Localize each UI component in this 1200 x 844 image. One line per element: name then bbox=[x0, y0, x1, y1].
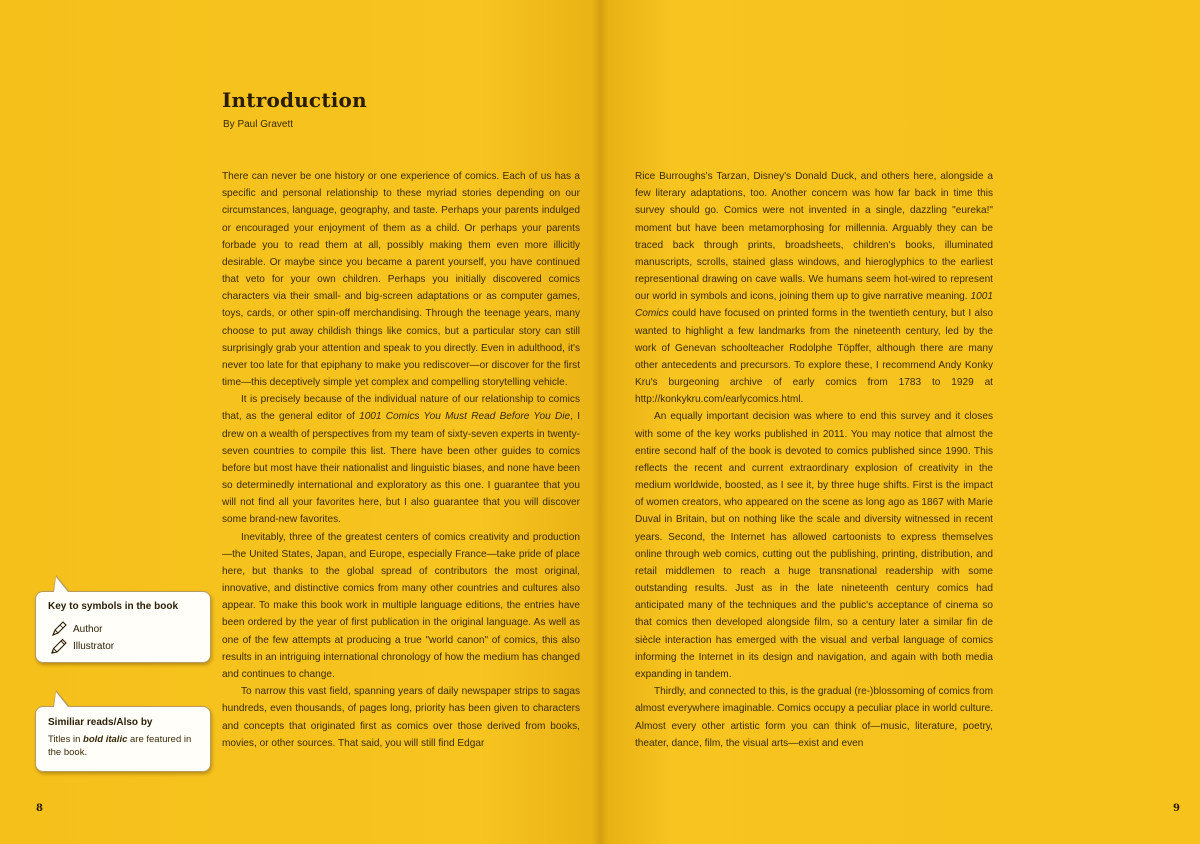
page-title: Introduction bbox=[222, 88, 367, 112]
paragraph: It is precisely because of the individual nature of our relationship to comics that, as the general editor of 1001 Comics You Must Read Before You Die, I drew on a wealth of perspectives from my team of sixty-seven experts in twenty-seven countries to compile this list. There have been other guides to comics before but most have their nationalist and linguistic biases, and none have been so determinedly international and exploratory as this one. I guarantee that you will not find all your favorites here, but I also guarantee that you will discover some brand-new favorites. bbox=[222, 394, 580, 526]
callout-text: Titles in bold italic are featured in the book. bbox=[48, 734, 192, 758]
paragraph: Rice Burroughs's Tarzan, Disney's Donald Duck, and others here, alongside a few literary adaptations, too. Another concern was how far back in time this survey should go. Comics were not invented in a single, dazzling "eureka!" moment but have been metamorphosing for millennia. Arguably they can be traced back through prints, broadsheets, children's books, illuminated manuscripts, scrolls, stained glass windows, and hieroglyphics to the earliest representional drawing on cave walls. We humans seem hot-wired to represent our world in symbols and icons, joining them up to give narrative meaning. 1001 Comics could have focused on printed forms in the twentieth century, but I also wanted to highlight a few landmarks from the nineteenth century, led by the work of Genevan schoolteacher Rodolphe Töpffer, although there are many other antecedents and precursors. To explore these, I recommend Andy Konky Kru's burgeoning archive of early comics from 1783 to 1929 at http://konkykru.com/earlycomics.html. bbox=[635, 171, 993, 406]
byline: By Paul Gravett bbox=[223, 119, 294, 130]
page-number-left: 8 bbox=[36, 803, 43, 814]
key-item-author: Author bbox=[50, 621, 102, 637]
symbol-key-callout bbox=[35, 591, 211, 663]
paragraph: There can never be one history or one experience of comics. Each of us has a specific and personal relationship to these myriad stories depending on our circumstances, language, geography, and taste. Perhaps your parents indulged or encouraged your enjoyment of them as a child. Or perhaps your parents forbade you to read them at all, possibly making them even more illicitly desirable. Or maybe since you became a parent yourself, you have continued that veto for your own children. Perhaps you initially discovered comics characters via their small- and big-screen adaptations or as computer games, toys, cards, or other spin-off merchandising. Through the teenage years, many choose to put away childish things like comics, but a particular story can still surprisingly grab your attention and speak to you directly. Even in adulthood, it's never too late for that epiphany to make you rediscover—or discover for the first time—this deceptively simple yet complex and compelling storytelling vehicle. bbox=[222, 171, 580, 389]
left-text-column bbox=[222, 168, 580, 752]
key-item-illustrator: Illustrator bbox=[50, 638, 114, 654]
paragraph: To narrow this vast field, spanning years of daily newspaper strips to sagas hundreds, even thousands, of pages long, priority has been given to characters and concepts that originated first as comics over those derived from books, movies, or other sources. That said, you will still find Edgar bbox=[222, 686, 580, 749]
paragraph: Thirdly, and connected to this, is the gradual (re-)blossoming of comics from almost everywhere imaginable. Comics occupy a peculiar place in world culture. Almost every other artistic form you can think of—music, literature, poetry, theater, dance, film, the visual arts—exist and even bbox=[635, 686, 993, 749]
paragraph: An equally important decision was where to end this survey and it closes with some of the key works published in 2011. You may notice that almost the entire second half of the book is devoted to comics published since 1990. This reflects the recent and current extraordinary explosion of creativity in the medium worldwide, boosted, as I see it, by three huge shifts. First is the impact of women creators, who appeared on the scene as long ago as 1867 with Marie Duval in Britain, but on nothing like the scale and diversity witnessed in recent years. Second, the Internet has allowed cartoonists to express themselves online through web comics, cutting out the publishing, printing, distribution, and retail middlemen to reach a huge transnational readership with some outstanding results. Just as in the late nineteenth century comics had anticipated many of the techniques and the public's acceptance of cinema so that comics then developed alongside film, so a century later a similar fin de siècle interaction has emerged with the visual and verbal language of comics informing the Internet in its design and navigation, and again with both media expanding in tandem. bbox=[635, 411, 993, 680]
callout-tail bbox=[53, 690, 70, 707]
page-number-right: 9 bbox=[1173, 803, 1180, 814]
book-gutter bbox=[592, 0, 608, 844]
callout-tail bbox=[53, 575, 70, 592]
pen-icon bbox=[50, 621, 68, 637]
paragraph: Inevitably, three of the greatest centers of comics creativity and production—the United States, Japan, and Europe, especially France—take pride of place here, but thanks to the global spread of contributors the most original, innovative, and distinctive comics from many other countries and cultures also appear. To make this book work in multiple language editions, the entries have been ordered by the year of first publication in the original language. As well as one of the few attempts at producing a true "world canon" of comics, this also results in an intriguing international chronology of how the medium has changed and continues to change. bbox=[222, 531, 580, 680]
pencil-icon bbox=[50, 638, 68, 654]
right-text-column bbox=[635, 168, 993, 752]
similar-reads-callout bbox=[35, 706, 211, 772]
callout-title: Key to symbols in the book bbox=[48, 601, 179, 612]
callout-title: Similiar reads/Also by bbox=[48, 717, 153, 728]
book-title: 1001 Comics You Must Read Before You Die bbox=[359, 411, 571, 423]
book-title: 1001 Comics bbox=[635, 291, 993, 320]
